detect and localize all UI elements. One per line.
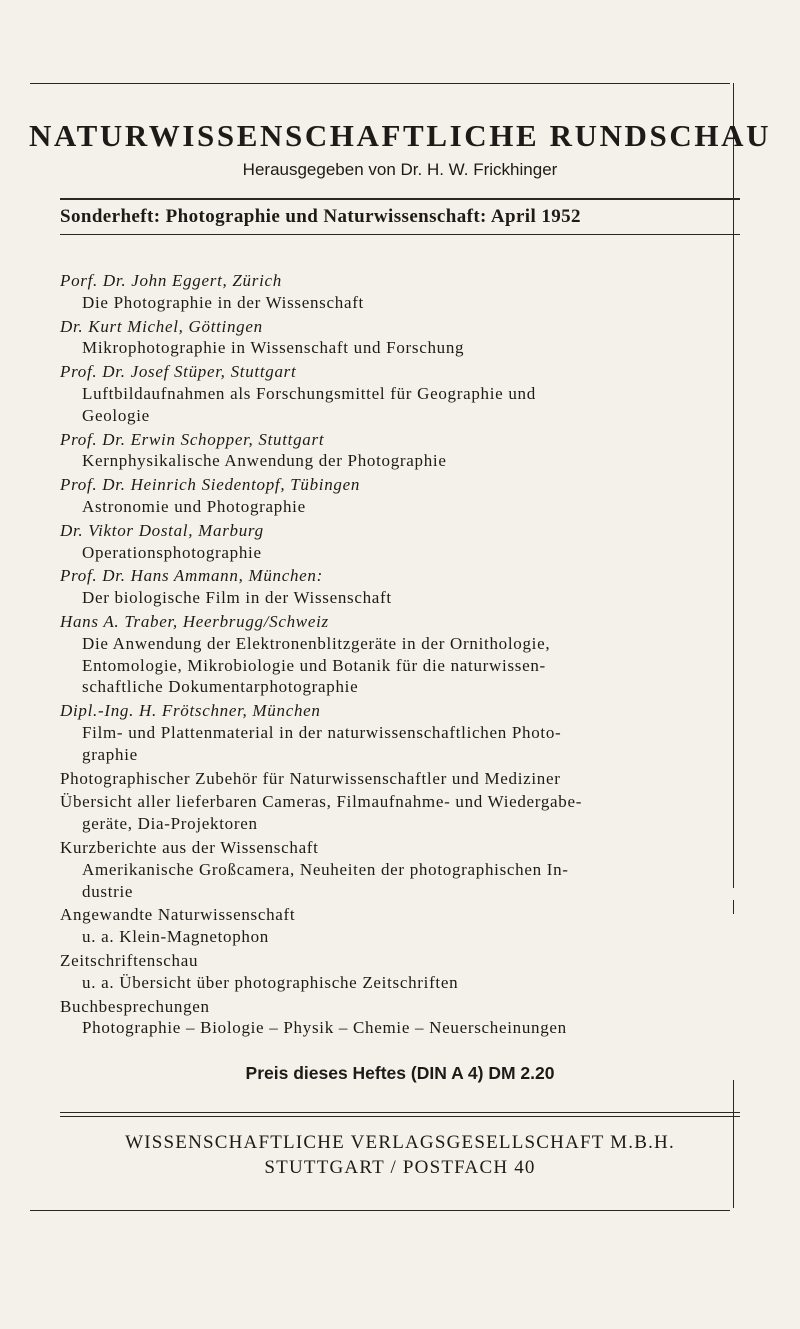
editor-line: Herausgegeben von Dr. H. W. Frickhinger <box>242 160 558 179</box>
masthead-title: NATURWISSENSCHAFTLICHE RUNDSCHAU <box>28 118 772 153</box>
article-title-line: Operationsphotographie <box>82 542 262 562</box>
article-title-line: Entomologie, Mikrobiologie und Botanik für die naturwissen- <box>82 655 546 675</box>
article-entry <box>60 700 750 765</box>
section-entry <box>60 791 750 835</box>
section-heading: Kurzberichte aus der Wissenschaft <box>60 837 319 857</box>
article-title-line: Die Anwendung der Elektronenblitzgeräte in der Ornithologie, <box>82 633 551 653</box>
section-entry <box>60 837 750 902</box>
article-title-line: Astronomie und Photographie <box>82 496 306 516</box>
article-title-line: Luftbildaufnahmen als Forschungsmittel für Geographie und <box>82 383 536 403</box>
bottom-rule <box>30 1210 730 1211</box>
section-heading: Angewandte Naturwissenschaft <box>60 905 296 925</box>
article-entry <box>60 474 750 518</box>
publisher-top-rule <box>60 1112 740 1113</box>
section-list <box>60 768 750 1040</box>
article-entry <box>60 565 750 609</box>
article-entry <box>60 270 750 314</box>
article-title-line: Film- und Plattenmaterial in der naturwissenschaftlichen Photo- <box>82 722 562 742</box>
section-entry <box>60 996 750 1040</box>
article-author: Porf. Dr. John Eggert, Zürich <box>60 271 282 290</box>
section-entry <box>60 904 750 948</box>
publisher-block <box>0 1130 800 1180</box>
section-entry <box>60 768 750 790</box>
price-line: Preis dieses Heftes (DIN A 4) DM 2.20 <box>245 1063 555 1083</box>
top-rule <box>30 83 730 84</box>
section-heading: Zeitschriftenschau <box>60 950 199 970</box>
section-heading: Übersicht aller lieferbaren Cameras, Filmaufnahme- und Wiedergabe- <box>60 792 583 812</box>
section-heading: Buchbesprechungen <box>60 996 210 1016</box>
article-title-line: Geologie <box>82 405 150 425</box>
publisher-address: STUTTGART / POSTFACH 40 <box>264 1157 536 1178</box>
article-entry <box>60 316 750 360</box>
section-heading: Photographischer Zubehör für Naturwissenschaftler und Mediziner <box>60 768 561 788</box>
publisher-top-rule-2 <box>60 1116 740 1117</box>
article-entry <box>60 611 750 698</box>
article-author: Hans A. Traber, Heerbrugg/Schweiz <box>60 611 329 631</box>
article-title-line: Der biologische Film in der Wissenschaft <box>82 588 392 608</box>
article-author: Prof. Dr. Heinrich Siedentopf, Tübingen <box>60 475 361 495</box>
publisher-name: WISSENSCHAFTLICHE VERLAGSGESELLSCHAFT M.B.H. <box>125 1132 675 1153</box>
article-title-line: schaftliche Dokumentarphotographie <box>82 677 359 697</box>
section-detail-line: dustrie <box>82 881 134 901</box>
article-list <box>60 270 750 766</box>
article-author: Prof. Dr. Erwin Schopper, Stuttgart <box>60 429 325 449</box>
article-entry <box>60 361 750 426</box>
article-entry <box>60 520 750 564</box>
article-title-line: Die Photographie in der Wissenschaft <box>82 292 364 312</box>
article-author: Dipl.-Ing. H. Frötschner, München <box>60 701 321 721</box>
special-issue-top-rule <box>60 198 740 200</box>
section-entry <box>60 950 750 994</box>
section-detail-line: u. a. Klein-Magnetophon <box>82 927 270 947</box>
table-of-contents <box>60 270 750 1041</box>
article-title-line: Kernphysikalische Anwendung der Photographie <box>82 451 447 471</box>
article-author: Prof. Dr. Hans Ammann, München: <box>60 566 323 586</box>
article-title-line: Mikrophotographie in Wissenschaft und Forschung <box>82 338 465 358</box>
special-issue-line: Sonderheft: Photographie und Naturwissenschaft: April 1952 <box>60 206 581 227</box>
article-author: Dr. Kurt Michel, Göttingen <box>60 316 263 336</box>
section-detail-line: u. a. Übersicht über photographische Zeitschriften <box>82 972 459 992</box>
article-author: Prof. Dr. Josef Stüper, Stuttgart <box>60 362 297 382</box>
special-issue-bottom-rule <box>60 234 740 235</box>
article-title-line: graphie <box>82 744 138 764</box>
article-author: Dr. Viktor Dostal, Marburg <box>60 520 264 540</box>
article-entry <box>60 429 750 473</box>
section-detail-line: Photographie – Biologie – Physik – Chemie – Neuerscheinungen <box>82 1018 567 1038</box>
section-detail-line: Amerikanische Großcamera, Neuheiten der photographischen In- <box>82 859 569 879</box>
section-detail-line: geräte, Dia-Projektoren <box>82 814 258 834</box>
